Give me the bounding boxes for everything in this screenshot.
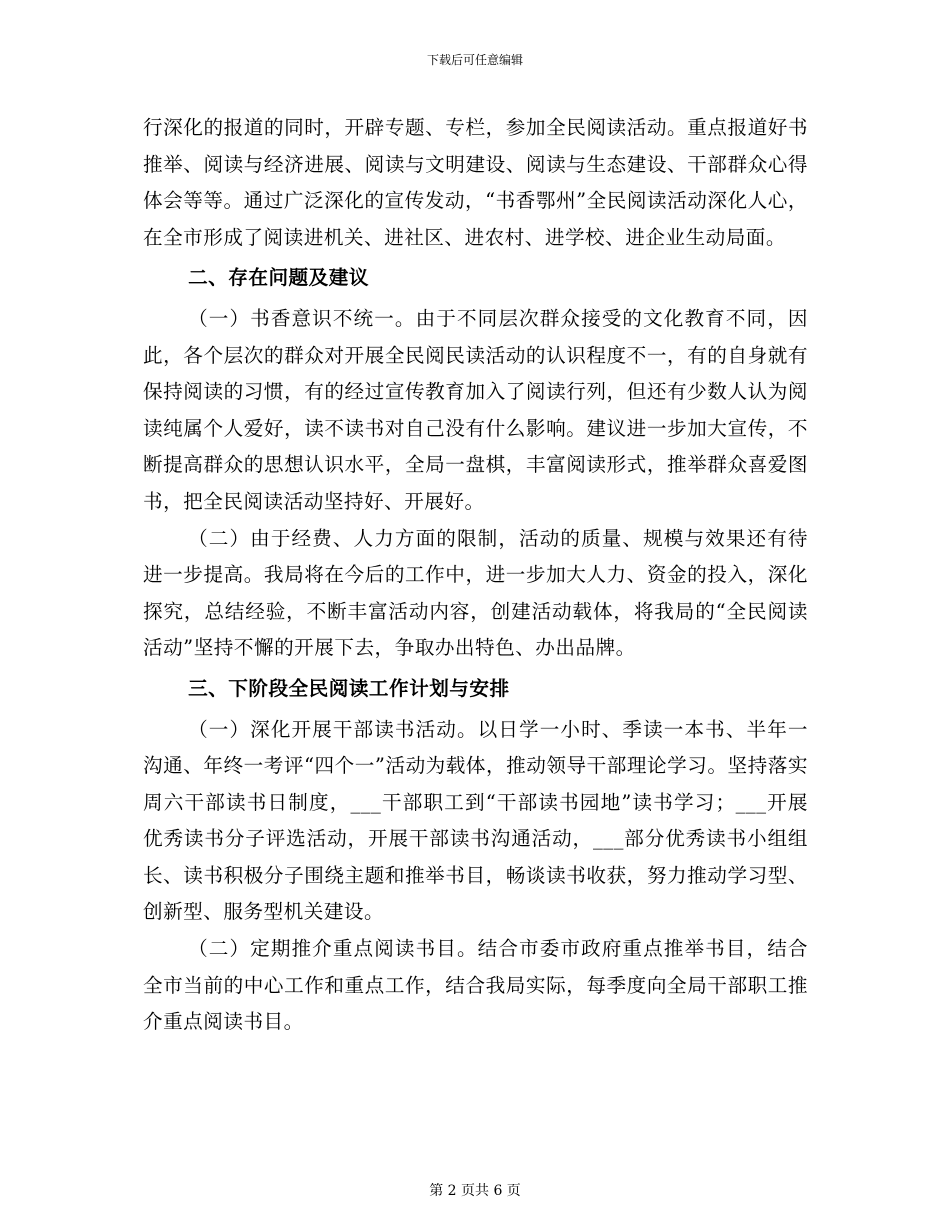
page-number: 第 2 页共 6 页 [429,1183,521,1199]
section-heading-problems: 二、存在问题及建议 [188,266,369,290]
body-paragraph: 行深化的报道的同时，开辟专题、专栏，参加全民阅读活动。重点报道好书推举、阅读与经济进展、阅读与文明建设、阅读与生态建设、干部群众心得体会等等。通过广泛深化的宣传发动，“书香鄂州”全民阅读活动深化人心，在全市形成了阅读进机关、进社区、进农村、进学校、进企业生动局面。 [143,116,808,249]
body-paragraph: （二）由于经费、人力方面的限制，活动的质量、规模与效果还有待进一步提高。我局将在今后的工作中，进一步加大人力、资金的投入，深化探究，总结经验，不断丰富活动内容，创建活动载体，将我局的“全民阅读活动”坚持不懈的开展下去，争取办出特色、办出品牌。 [143,526,808,660]
body-paragraph: （二）定期推介重点阅读书目。结合市委市政府重点推举书目，结合全市当前的中心工作和重点工作，结合我局实际，每季度向全局干部职工推介重点阅读书目。 [143,937,808,1034]
document-body [143,110,808,1041]
body-paragraph: （一）书香意识不统一。由于不同层次群众接受的文化教育不同，因此，各个层次的群众对开展全民阅民读活动的认识程度不一，有的自身就有保持阅读的习惯，有的经过宣传教育加入了阅读行列，但还有少数人认为阅读纯属个人爱好，读不读书对自己没有什么影响。建议进一步加大宣传，不断提高群众的思想认识水平，全局一盘棋，丰富阅读形式，推举群众喜爱图书，把全民阅读活动坚持好、开展好。 [143,306,808,513]
section-heading-plan: 三、下阶段全民阅读工作计划与安排 [188,676,510,700]
page-header: 下载后可任意编辑 [426,53,523,67]
body-paragraph: （一）深化开展干部读书活动。以日学一小时、季读一本书、半年一沟通、年终一考评“四个一”活动为载体，推动领导干部理论学习。坚持落实周六干部读书日制度，___干部职工到“干部读书园地”读书学习；___开展优秀读书分子评选活动，开展干部读书沟通活动，___部分优秀读书小组组长、读书积极分子围绕主题和推举书目，畅谈读书收获，努力推动学习型、创新型、服务型机关建设。 [143,717,808,924]
